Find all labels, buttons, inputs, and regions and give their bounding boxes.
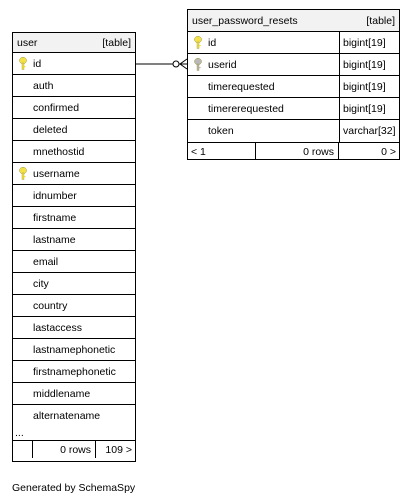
user-column-name: middlename bbox=[33, 387, 91, 400]
user-column-name: mnethostid bbox=[33, 145, 85, 158]
resets-column-name: token bbox=[208, 125, 234, 137]
resets-row-count: 0 rows bbox=[256, 143, 339, 160]
user-column-name: username bbox=[33, 167, 80, 180]
resets-parents-count[interactable]: < 1 bbox=[188, 143, 256, 160]
resets-column-name: id bbox=[208, 36, 217, 49]
user-column-name: id bbox=[33, 57, 42, 70]
resets-column-type: bigint[19] bbox=[339, 32, 399, 53]
user-table-kind: [table] bbox=[102, 36, 131, 49]
user-column-name: deleted bbox=[33, 123, 68, 136]
user-column-name: country bbox=[33, 299, 68, 312]
user-row-count: 0 rows bbox=[33, 441, 96, 458]
resets-column-type: varchar[32] bbox=[339, 120, 399, 142]
resets-table-kind: [table] bbox=[366, 14, 395, 27]
user-column-name: lastnamephonetic bbox=[33, 343, 116, 356]
user-column-name: alternatename bbox=[33, 410, 101, 422]
user-column-name: city bbox=[33, 277, 49, 290]
resets-table-name: user_password_resets bbox=[192, 14, 298, 27]
resets-column-type: bigint[19] bbox=[339, 54, 399, 75]
user-column-name: lastname bbox=[33, 233, 76, 246]
resets-column-name: timerequested bbox=[208, 80, 275, 93]
user-column-name: firstnamephonetic bbox=[33, 365, 116, 378]
user-column-name: confirmed bbox=[33, 101, 80, 114]
user-column-name: lastaccess bbox=[33, 321, 83, 334]
user-column-name: auth bbox=[33, 79, 54, 92]
resets-column-type: bigint[19] bbox=[339, 98, 399, 119]
user-ellipsis: ... bbox=[13, 427, 135, 441]
user-table-name: user bbox=[17, 36, 38, 49]
user-column-name: firstname bbox=[33, 211, 77, 224]
relationship-zero-marker bbox=[173, 61, 179, 67]
user-column-name: email bbox=[33, 255, 59, 268]
resets-children-count: 0 > bbox=[381, 145, 396, 158]
resets-column-name: userid bbox=[208, 58, 237, 71]
user-column-name: idnumber bbox=[33, 189, 77, 202]
user-children-count[interactable]: 109 > bbox=[105, 443, 132, 456]
generated-by-footer: Generated by SchemaSpy bbox=[12, 482, 136, 494]
resets-column-type: bigint[19] bbox=[339, 76, 399, 97]
resets-column-name: timererequested bbox=[208, 102, 284, 115]
